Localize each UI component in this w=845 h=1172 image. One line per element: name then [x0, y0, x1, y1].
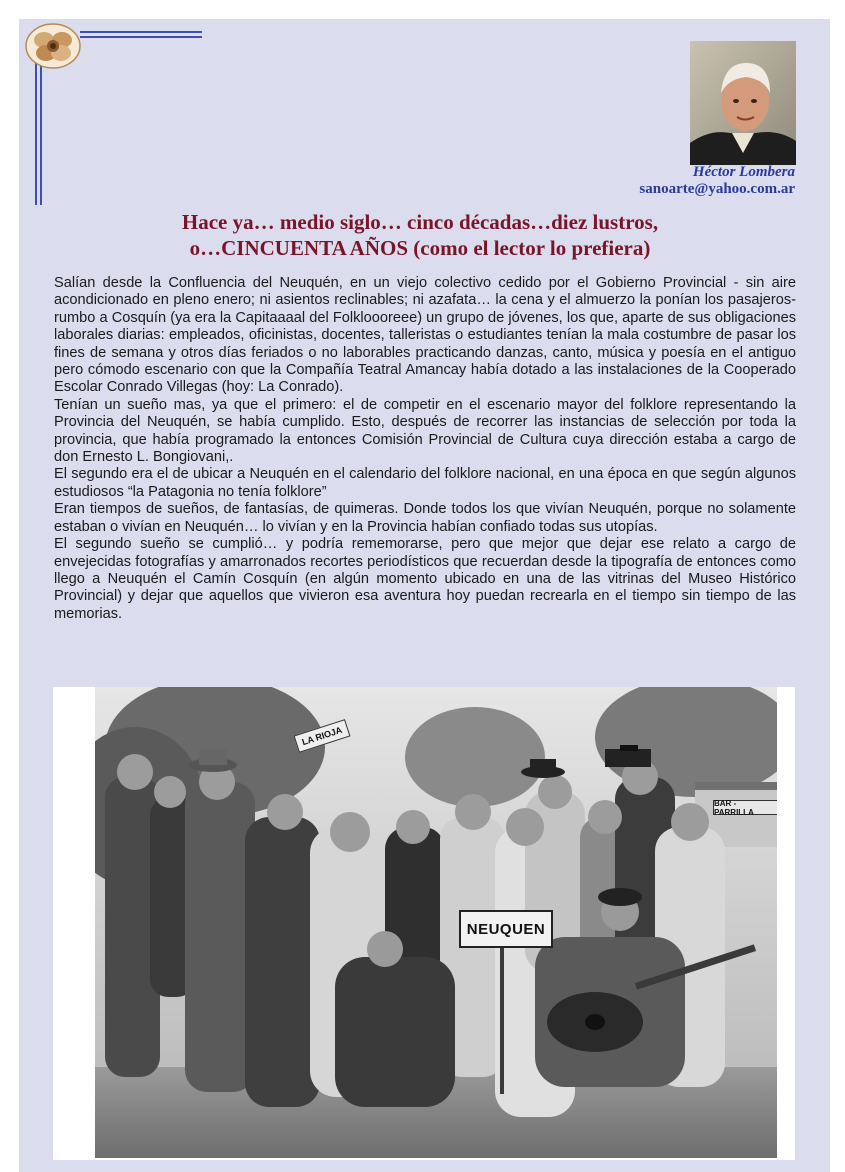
group-photo-illustration: [95, 687, 777, 1158]
paragraph: Eran tiempos de sueños, de fantasías, de quimeras. Donde todos los que vivían Neuquén, porque no solamente estaban o vivían en Neuquén… lo vivían y en la Provincia habían confiado todas sus utopías.: [54, 501, 796, 535]
ornament-line: [35, 60, 37, 205]
photo-frame: [53, 687, 795, 1160]
title-line-1: Hace ya… medio siglo… cinco décadas…diez lustros,: [181, 210, 659, 234]
article-title: [60, 209, 780, 261]
paragraph: Tenían un sueño mas, ya que el primero: el de competir en el escenario mayor del folklore representando la Provincia del Neuquén, se había cumplido. Esto, después de recorrer las instancias de selección por toda la provincia, que había programado la entonces Comisión Provincial de Cultura cuya dirección estaba a cargo de don Ernesto L. Bongiovani,.: [54, 396, 796, 466]
neuquen-sign: NEUQUEN: [459, 910, 553, 948]
author-photo: [690, 41, 796, 165]
paragraph: El segundo sueño se cumplió… y podría rememorarse, pero que mejor que dejar ese relato a cargo de envejecidas fotografías y amarronados recortes periodísticos que recuerdan desde la tipografía de entonces como llego a Neuquén el Camín Cosquín (en algún momento ubicado en una de las vitrinas del Museo Histórico Provincial) y dejar que aquellos que vivieron esa aventura hoy puedan recrearla en el tiempo sin tiempo de las memorias.: [54, 536, 796, 622]
author-name: Héctor Lombera: [692, 164, 795, 180]
ornament-line: [80, 31, 202, 33]
title-line-2: o…CINCUENTA AÑOS (como el lector lo prefiera): [189, 236, 651, 260]
ornament-line: [80, 36, 202, 38]
paragraph: Salían desde la Confluencia del Neuquén, en un viejo colectivo cedido por el Gobierno Provincial - sin aire acondicionado en pleno enero; ni asientos reclinables; ni azafata… la cena y el almuerzo la ponían los pasajeros- rumbo a Cosquín (ya era la Capitaaaal del Folkloooreee) un grupo de jóvenes, los que, aparte de sus obligaciones laborales diarias: empleados, oficinistas, docentes, talleristas o estudiantes tenían la mala costumbre de pasar los fines de semana y otros días feriados o no laborables practicando danzas, canto, música y poesía en el antiguo pero cómodo escenario con que la Compañía Teatral Amancay había dotado a las instalaciones de la Cooperado Escolar Conrado Villegas (hoy: La Conrado).: [54, 275, 796, 396]
parrilla-sign: BAR - PARRILLA: [713, 800, 777, 815]
paragraph: El segundo era el de ubicar a Neuquén en el calendario del folklore nacional, en una época en que según algunos estudiosos “la Patagonia no tenía folklore”: [54, 466, 796, 500]
group-photo: [95, 687, 777, 1158]
article-body: [54, 275, 796, 623]
ornament-line: [40, 60, 42, 205]
flower-ornament-icon: [24, 22, 82, 70]
la-rioja-sign: LA RIOJA: [294, 719, 351, 753]
author-email[interactable]: sanoarte@yahoo.com.ar: [639, 181, 795, 197]
